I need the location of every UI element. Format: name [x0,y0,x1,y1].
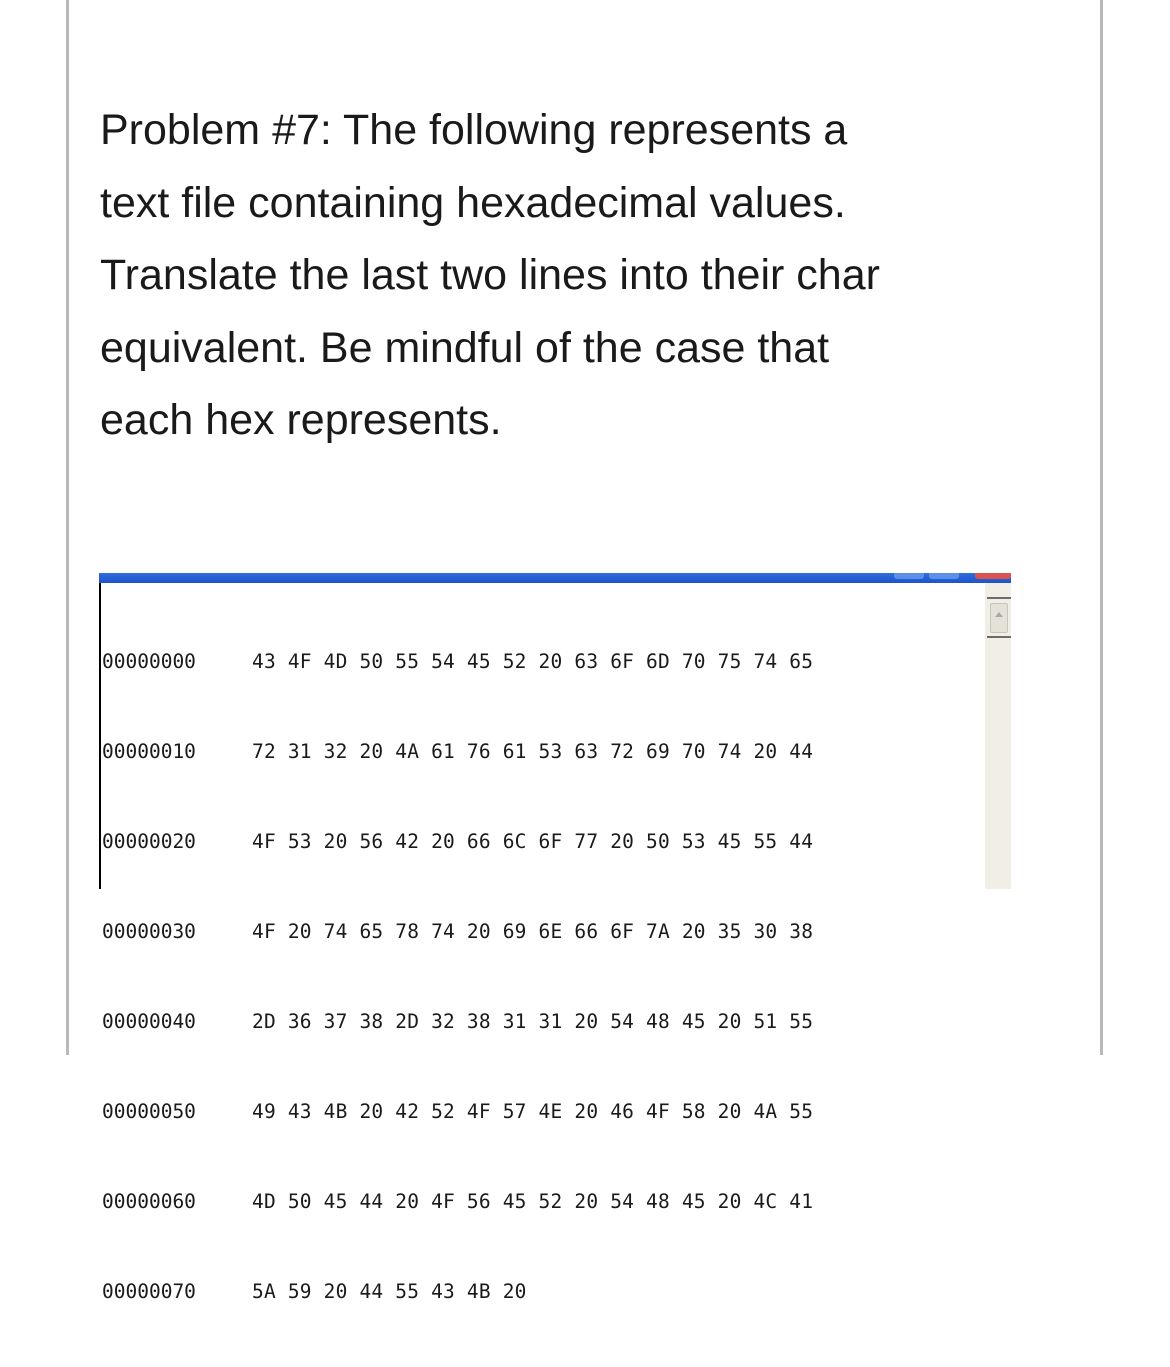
minimize-button[interactable] [894,573,924,579]
hex-bytes: 2D 36 37 38 2D 32 38 31 31 20 54 48 45 20 51 55 [252,1010,814,1033]
hex-address: 00000030 [102,920,196,943]
hex-bytes: 4F 53 20 56 42 20 66 6C 6F 77 20 50 53 45 55 44 [252,830,814,853]
hex-address: 00000020 [102,830,196,853]
hex-row [102,737,813,767]
hex-row [102,1277,813,1307]
hex-editor-screenshot [99,573,1011,1303]
window-titlebar [99,573,1011,583]
scrollbar-top-line [987,597,1011,599]
maximize-button[interactable] [929,573,959,579]
scroll-up-button[interactable] [990,603,1008,633]
hex-address: 00000000 [102,650,196,673]
vertical-scrollbar[interactable] [985,583,1011,889]
hex-bytes: 43 4F 4D 50 55 54 45 52 20 63 6F 6D 70 75 74 65 [252,650,814,673]
hex-row [102,647,813,677]
problem-line-3: Translate the last two lines into their char [100,251,880,299]
hex-address: 00000040 [102,1010,196,1033]
hex-address: 00000070 [102,1280,196,1303]
close-button[interactable] [975,573,1011,579]
hex-row [102,1097,813,1127]
hex-bytes: 4F 20 74 65 78 74 20 69 6E 66 6F 7A 20 35 30 38 [252,920,814,943]
hex-row [102,1187,813,1217]
hex-bytes: 72 31 32 20 4A 61 76 61 53 63 72 69 70 74 20 44 [252,740,814,763]
hex-row [102,827,813,857]
hex-bytes: 49 43 4B 20 42 52 4F 57 4E 20 46 4F 58 20 4A 55 [252,1100,814,1123]
problem-line-1: Problem #7: The following represents a [100,106,848,154]
scroll-up-arrow-icon [995,612,1003,617]
hex-row [102,1007,813,1037]
hex-address: 00000060 [102,1190,196,1213]
hex-bytes: 4D 50 45 44 20 4F 56 45 52 20 54 48 45 20 4C 41 [252,1190,814,1213]
page-border-right [1100,0,1103,1055]
hex-address: 00000050 [102,1100,196,1123]
hex-dump [102,587,813,1367]
problem-statement [100,94,1000,457]
page-border-left [66,0,69,1055]
hex-bytes: 5A 59 20 44 55 43 4B 20 [252,1280,527,1303]
problem-line-4: equivalent. Be mindful of the case that [100,323,830,372]
window-left-edge [99,583,101,889]
problem-line-2: text file containing hexadecimal values. [100,178,846,227]
problem-line-5: each hex represents. [100,396,502,444]
hex-address: 00000010 [102,740,196,763]
hex-row [102,917,813,947]
scrollbar-divider-line [987,636,1011,638]
